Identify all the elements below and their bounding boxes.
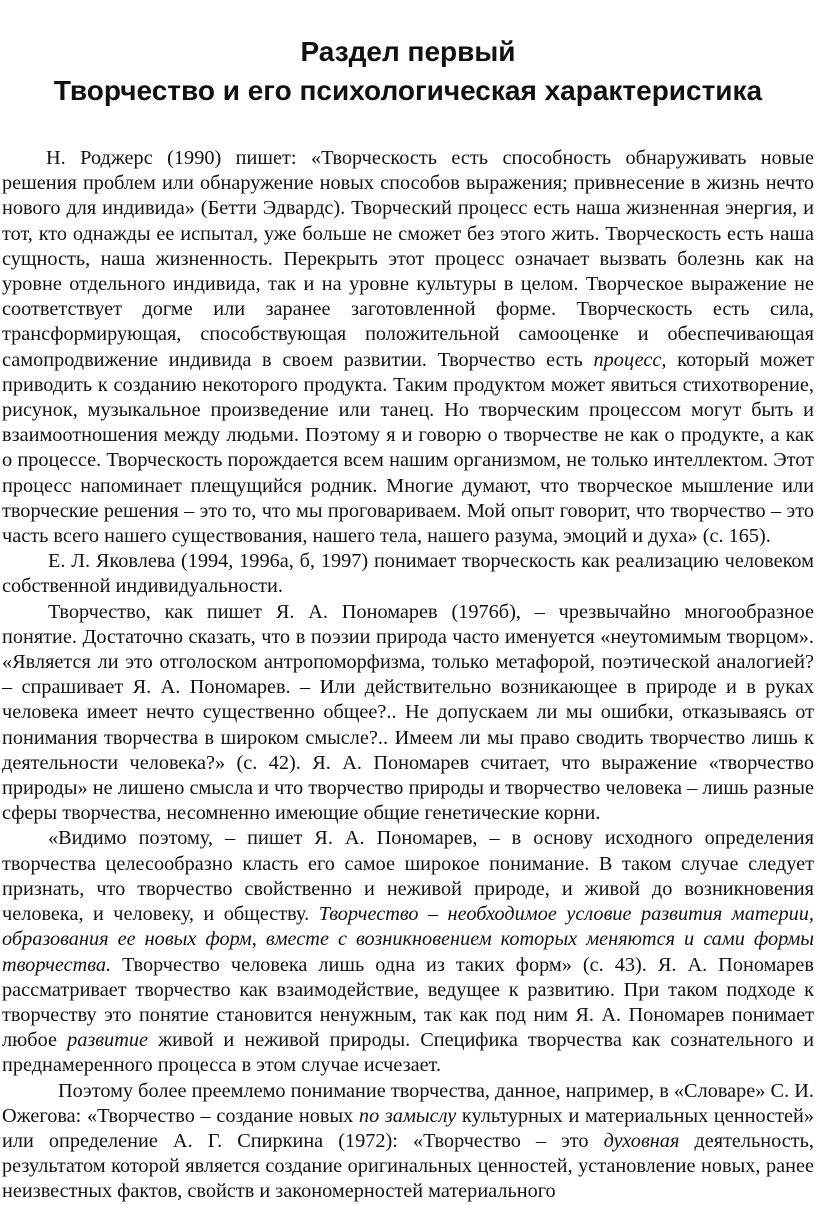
paragraph-ozhegov	[2, 1079, 814, 1205]
paragraph-text: Творчество человека лишь одна из таких форм» (с. 43). Я. А. Пономарев рассматривает творчество как взаимодействие, ведущее к развитию. При таком подходе к творчеству это понятие становится ненужным, так как под ним Я. А. Пономарев понимает любое	[2, 953, 814, 1052]
paragraph-text: который может приводить к созданию некоторого продукта. Таким продуктом может явиться стихотворение, рисунок, музыкальное произведение или танец. Но творческим процессом могут быть и взаимоотношения между людьми. Поэтому я и говорю о творчестве не как о продукте, а как о процессе. Творческость порождается всем нашим организмом, не только интеллектом. Этот процесс напоминает плещущийся родник. Многие думают, что творческое мышление или творческие решения – это то, что мы проговариваем. Мой опыт говорит, что творчество – это часть всего нашего существования, нашего тела, нашего разума, эмоций и духа» (с. 165).	[2, 348, 814, 548]
paragraph-rogers	[2, 146, 814, 549]
paragraph-text: живой и неживой природы. Специфика творчества как сознательного и преднамеренного процесса в этом случае исчезает.	[2, 1029, 814, 1077]
emphasis-text: развитие	[67, 1029, 148, 1052]
emphasis-text: духовная	[603, 1129, 680, 1152]
section-title-line1: Раздел первый	[300, 36, 516, 67]
emphasis-text: Творчество – необходимое условие развития материи, образования ее новых форм, вместе с возникновением которых меняются и сами формы творчества.	[2, 903, 814, 976]
paragraph-text: культурных и материальных ценностей» или определение А. Г. Спиркина (1972): «Творчество – это	[2, 1104, 814, 1152]
paragraph-yakovleva	[2, 549, 814, 599]
paragraph-ponomarev	[2, 600, 814, 827]
paragraph-text: Творчество, как пишет Я. А. Пономарев (1976б), – чрезвычайно многообразное понятие. Достаточно сказать, что в поэзии природа часто именуется «неутомимым творцом». «Является ли это отголоском антропоморфизма, только метафорой, поэтической аналогией? – спрашивает Я. А. Пономарев. – Или действительно возникающее в природе и в руках человека имеет нечто существенно общее?.. Не допускаем ли мы ошибки, отказываясь от понимания творчества в широком смысле?.. Имеем ли мы право сводить творчество лишь к деятельности человека?» (с. 42). Я. А. Пономарев считает, что выражение «творчество природы» не лишено смысла и что творчество природы и творчество человека – лишь разные сферы творчества, несомненно имеющие общие генетические корни.	[2, 600, 814, 825]
paragraph-text: «Видимо поэтому, – пишет Я. А. Пономарев, – в основу исходного определения творчества целесообразно класть его самое широкое понимание. В таком случае следует признать, что творчество свойственно и неживой природе, и живой до возникновения человека, и человеку, и обществу.	[2, 827, 814, 926]
emphasis-text: по замыслу	[358, 1104, 457, 1127]
emphasis-text: процесс,	[593, 348, 667, 371]
document-body	[2, 146, 814, 1205]
section-title	[2, 32, 814, 110]
paragraph-text: Н. Роджерс (1990) пишет: «Творческость есть способность обнаруживать новые решения проблем или обнаружение новых способов выражения; привнесение в жизнь нечто нового для индивида» (Бетти Эдвардс). Творческий процесс есть наша жизненная энергия, и тот, кто однажды ее испытал, уже больше не сможет без этого жить. Творческость есть наша сущность, наша жизненность. Перекрыть этот процесс означает вызвать болезнь как на уровне отдельного индивида, так и на уровне культуры в целом. Творческое выражение не соответствует догме или заранее заготовленной форме. Творческость есть сила, трансформирующая, способствующая положительной самооценке и обеспечивающая самопродвижение индивида в своем развитии. Творчество есть	[2, 147, 814, 371]
paragraph-text: Е. Л. Яковлева (1994, 1996а, б, 1997) понимает творческость как реализацию человеком собственной индивидуальности.	[2, 550, 814, 598]
paragraph-text: Поэтому более преемлемо понимание творчества, данное, например, в «Словаре» С. И. Ожегова: «Творчество – создание новых	[2, 1079, 814, 1127]
paragraph-text: деятельность, результатом которой является создание оригинальных ценностей, установление новых, ранее неизвестных фактов, свойств и закономерностей материального	[2, 1129, 814, 1203]
section-title-line2: Творчество и его психологическая характеристика	[53, 75, 763, 106]
paragraph-ponomarev-quote	[2, 826, 814, 1078]
